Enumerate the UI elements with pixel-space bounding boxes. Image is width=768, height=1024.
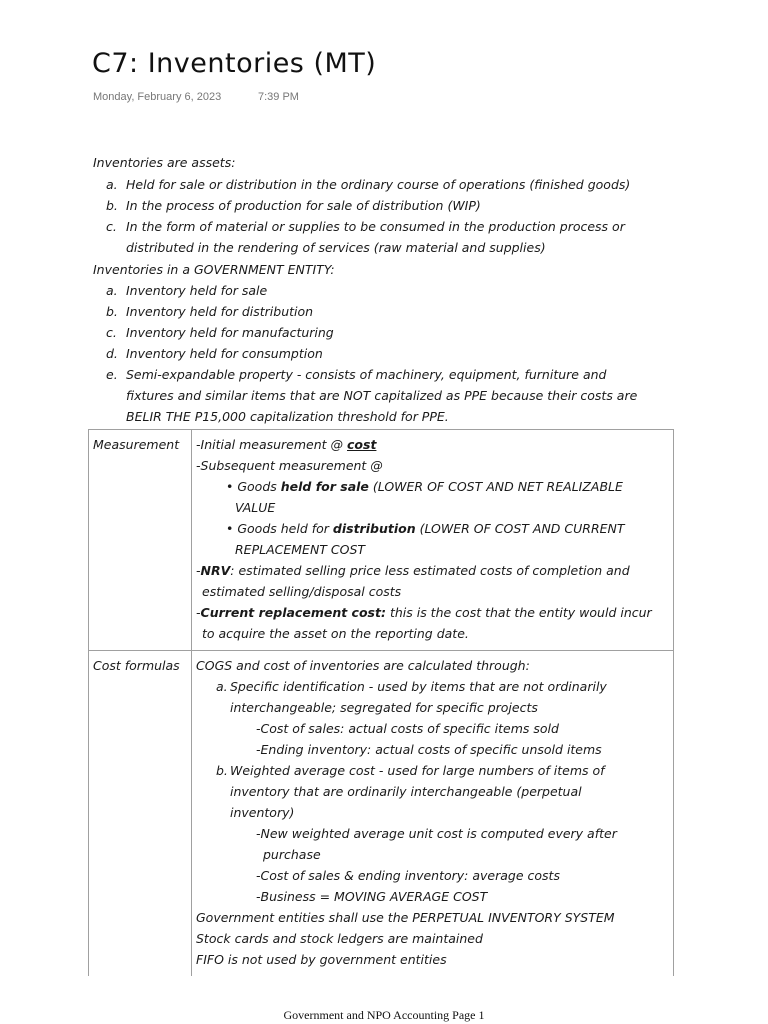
list-item: [106, 174, 630, 195]
list-item: [106, 280, 267, 301]
weighted-average-cont: inventory that are ordinarily interchangeable (perpetual: [230, 784, 582, 799]
list-marker: a.: [106, 177, 118, 192]
weighted-cost-of-sales: -Cost of sales & ending inventory: average costs: [256, 868, 560, 883]
subsequent-measurement: -Subsequent measurement @: [196, 458, 383, 473]
intro-heading: Inventories are assets:: [93, 155, 236, 170]
crc-definition: -Current replacement cost: this is the cost that the entity would incur: [196, 605, 652, 620]
list-item: [106, 385, 637, 406]
list-marker: b.: [106, 198, 118, 213]
list-item: [106, 301, 313, 322]
list-item: [106, 322, 334, 343]
list-text: In the process of production for sale of distribution (WIP): [126, 198, 481, 213]
specific-cost-of-sales: -Cost of sales: actual costs of specific items sold: [256, 721, 559, 736]
specific-identification-cont: interchangeable; segregated for specific projects: [230, 700, 538, 715]
list-text: distributed in the rendering of services (raw material and supplies): [126, 240, 546, 255]
specific-ending-inventory: -Ending inventory: actual costs of specific unsold items: [256, 742, 602, 757]
list-text: fixtures and similar items that are NOT capitalized as PPE because their costs are: [126, 388, 638, 403]
cost-formulas-label: Cost formulas: [93, 658, 180, 673]
list-text: Inventory held for distribution: [126, 304, 314, 319]
list-text: Held for sale or distribution in the ordinary course of operations (finished goods): [126, 177, 631, 192]
list-marker: a.: [106, 283, 118, 298]
list-item: [106, 237, 546, 258]
goods-held-for-distribution-cont: REPLACEMENT COST: [235, 542, 366, 557]
weighted-new-unit-cost-cont: purchase: [263, 847, 321, 862]
row-label-measurement: [89, 430, 192, 651]
list-item: [106, 343, 323, 364]
weighted-average-cost: b. Weighted average cost - used for large numbers of items of: [216, 763, 605, 778]
page-time: 7:39 PM: [258, 91, 299, 103]
stock-cards-note: Stock cards and stock ledgers are maintained: [196, 931, 483, 946]
weighted-business: -Business = MOVING AVERAGE COST: [256, 889, 488, 904]
notes-table: [88, 429, 674, 976]
goods-held-for-sale-cont: VALUE: [235, 500, 276, 515]
list-marker: e.: [106, 367, 118, 382]
list-marker: b.: [106, 304, 118, 319]
list-text: BELIR THE P15,000 capitalization threshold for PPE.: [126, 409, 449, 424]
list-text: Inventory held for manufacturing: [126, 325, 334, 340]
page-date: Monday, February 6, 2023: [93, 91, 222, 103]
page-footer: Government and NPO Accounting Page 1: [283, 1008, 485, 1022]
list-item: [106, 406, 449, 427]
list-text: In the form of material or supplies to be consumed in the production process or: [126, 219, 625, 234]
nrv-definition-cont: estimated selling/disposal costs: [202, 584, 402, 599]
goods-held-for-sale: • Goods held for sale (LOWER OF COST AND NET REALIZABLE: [226, 479, 623, 494]
nrv-definition: -NRV: estimated selling price less estimated costs of completion and: [196, 563, 630, 578]
list-item: [106, 216, 625, 237]
list-text: Inventory held for sale: [126, 283, 268, 298]
crc-definition-cont: to acquire the asset on the reporting date.: [202, 626, 469, 641]
page-title: C7: Inventories (MT): [92, 48, 377, 79]
list-marker: d.: [106, 346, 118, 361]
table-row: [89, 651, 674, 977]
measurement-label: Measurement: [93, 437, 180, 452]
table-row: [89, 430, 674, 651]
list-marker: c.: [106, 325, 117, 340]
list-text: Inventory held for consumption: [126, 346, 323, 361]
specific-identification: a. Specific identification - used by items that are not ordinarily: [216, 679, 607, 694]
fifo-note: FIFO is not used by government entities: [196, 952, 447, 967]
weighted-new-unit-cost: -New weighted average unit cost is computed every after: [256, 826, 617, 841]
row-label-cost-formulas: [89, 651, 192, 977]
gov-perpetual-note: Government entities shall use the PERPETUAL INVENTORY SYSTEM: [196, 910, 615, 925]
cost-formulas-cell: [192, 651, 674, 977]
cost-formulas-lead: COGS and cost of inventories are calculated through:: [196, 658, 530, 673]
list-text: Semi-expandable property - consists of machinery, equipment, furniture and: [126, 367, 607, 382]
list-item: [106, 364, 606, 385]
measurement-cell: [192, 430, 674, 651]
weighted-average-cont2: inventory): [230, 805, 295, 820]
government-heading: Inventories in a GOVERNMENT ENTITY:: [93, 262, 335, 277]
goods-held-for-distribution: • Goods held for distribution (LOWER OF COST AND CURRENT: [226, 521, 625, 536]
list-item: [106, 195, 481, 216]
initial-measurement: -Initial measurement @ cost: [196, 437, 377, 452]
list-marker: c.: [106, 219, 117, 234]
